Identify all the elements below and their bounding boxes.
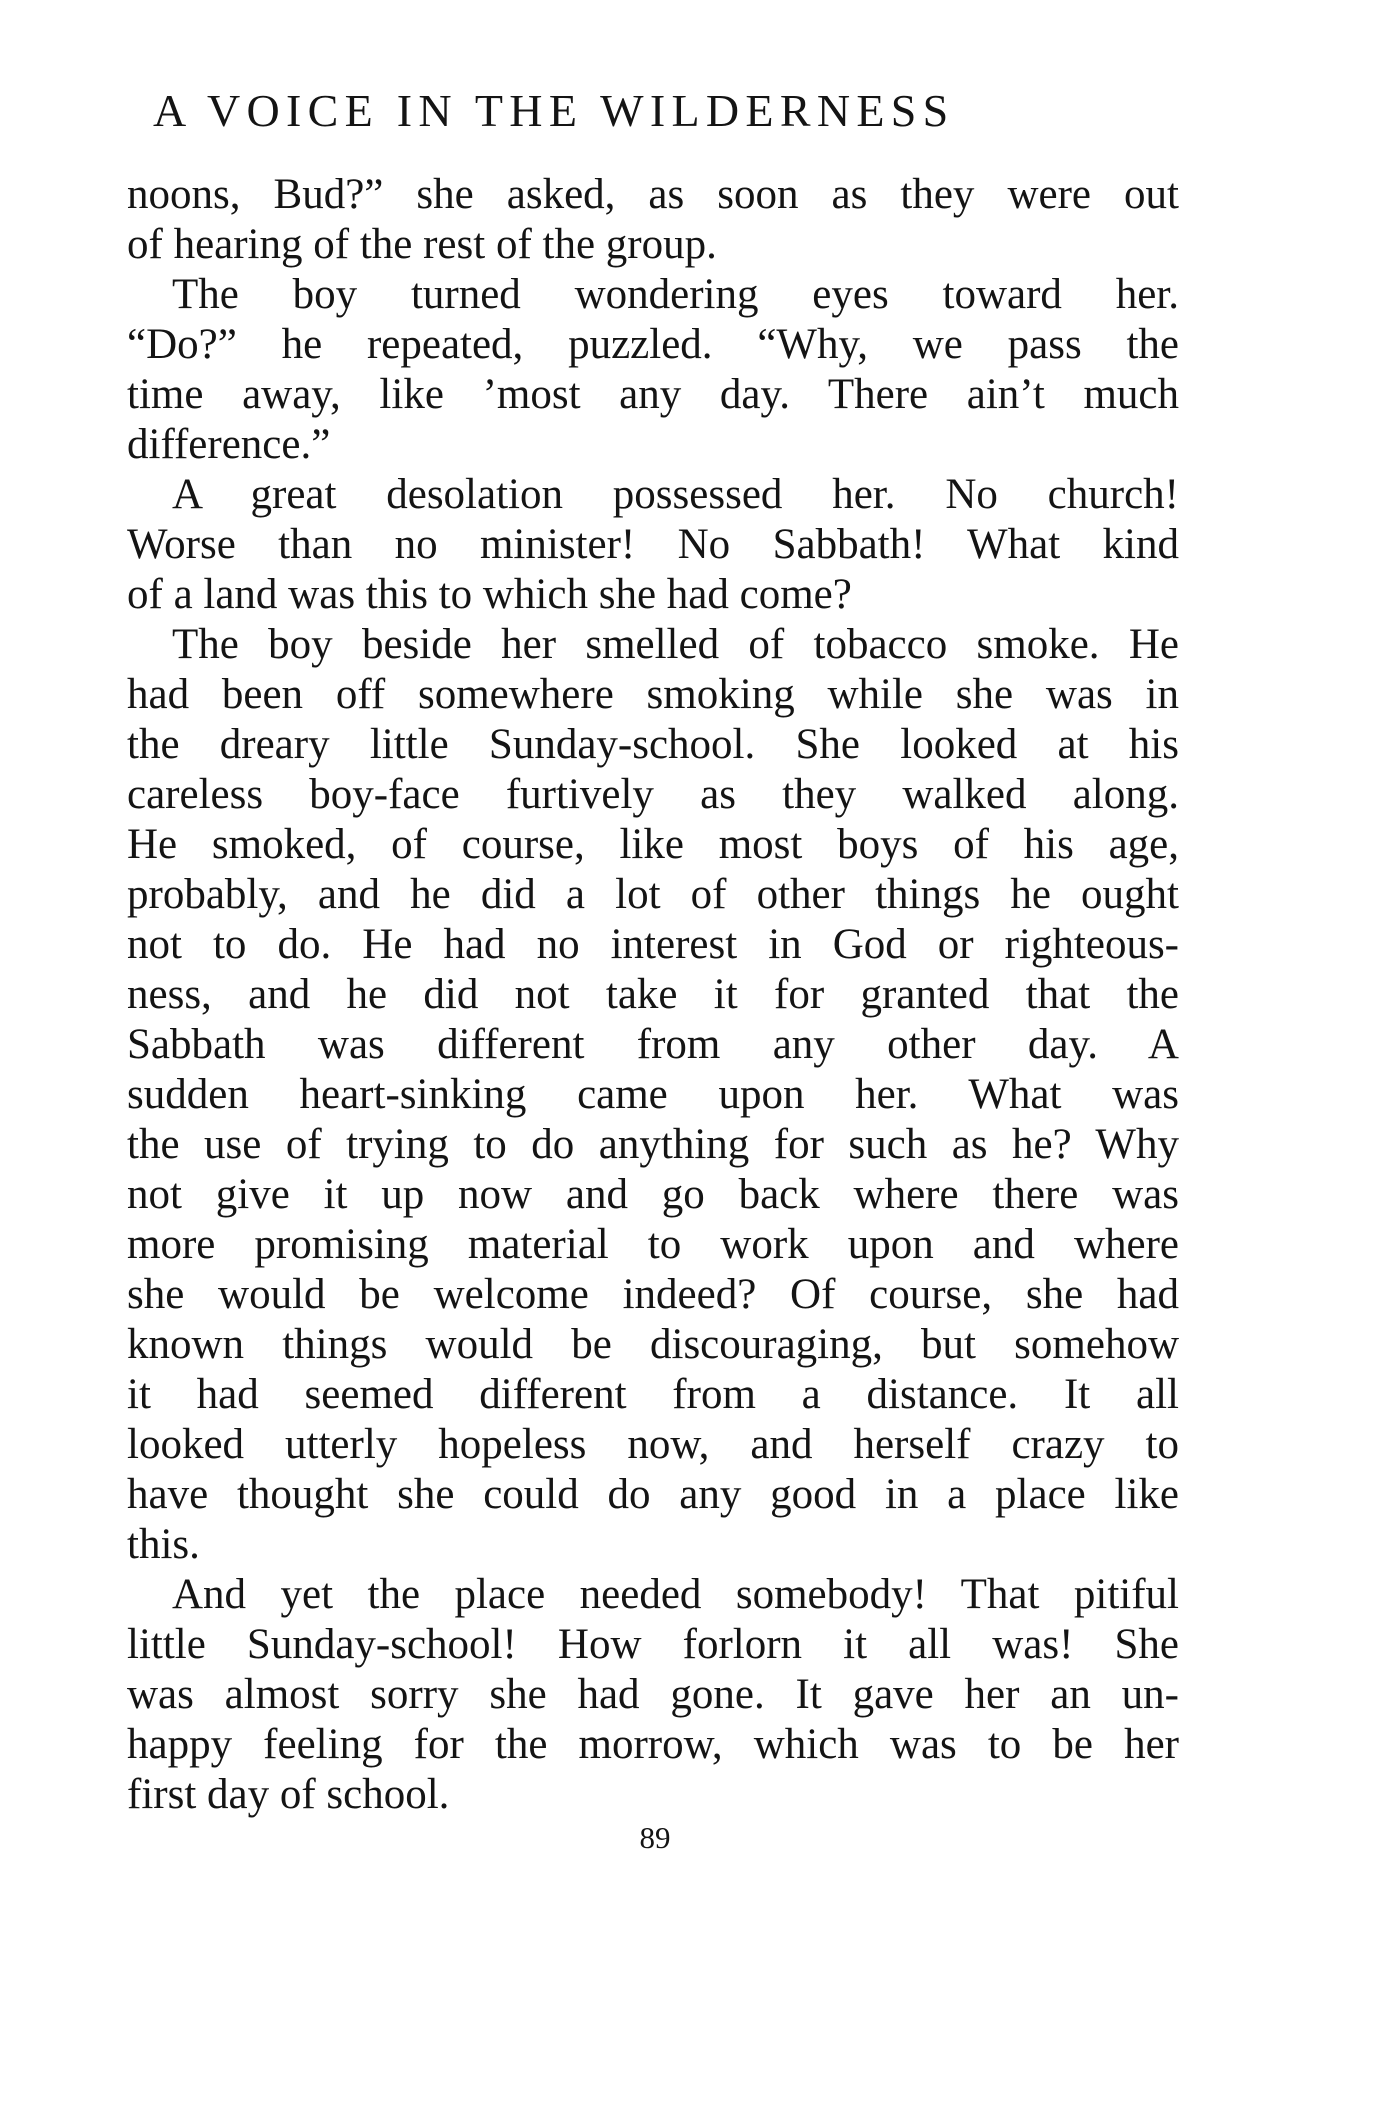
text-line: not to do. He had no interest in God or righteous- bbox=[127, 921, 1179, 968]
page-number: 89 bbox=[639, 1820, 671, 1855]
text-line: she would be welcome indeed? Of course, she had bbox=[127, 1271, 1179, 1318]
text-line: He smoked, of course, like most boys of his age, bbox=[127, 821, 1179, 868]
text-line: not give it up now and go back where there was bbox=[127, 1171, 1179, 1218]
text-line: more promising material to work upon and where bbox=[127, 1221, 1179, 1268]
text-line: looked utterly hopeless now, and herself crazy to bbox=[127, 1421, 1179, 1468]
body-text bbox=[127, 170, 1179, 1820]
text-line: time away, like ’most any day. There ain’t much bbox=[127, 371, 1179, 418]
text-line: And yet the place needed somebody! That pitiful bbox=[172, 1571, 1179, 1618]
text-line: Sabbath was different from any other day. A bbox=[127, 1021, 1179, 1068]
text-line: The boy turned wondering eyes toward her. bbox=[172, 271, 1179, 318]
text-line: known things would be discouraging, but somehow bbox=[127, 1321, 1179, 1368]
text-line: this. bbox=[127, 1521, 200, 1568]
text-line: probably, and he did a lot of other things he ought bbox=[127, 871, 1179, 918]
text-line: was almost sorry she had gone. It gave her an un- bbox=[127, 1671, 1179, 1718]
text-line: noons, Bud?” she asked, as soon as they were out bbox=[127, 171, 1179, 218]
text-line: happy feeling for the morrow, which was to be her bbox=[127, 1721, 1179, 1768]
text-line: The boy beside her smelled of tobacco smoke. He bbox=[172, 621, 1179, 668]
text-line: have thought she could do any good in a place like bbox=[127, 1471, 1179, 1518]
text-line: had been off somewhere smoking while she was in bbox=[127, 671, 1179, 718]
text-line: of hearing of the rest of the group. bbox=[127, 221, 717, 268]
running-head: A VOICE IN THE WILDERNESS bbox=[153, 85, 955, 136]
text-line: A great desolation possessed her. No church! bbox=[172, 471, 1179, 518]
text-line: careless boy-face furtively as they walked along. bbox=[127, 771, 1179, 818]
text-line: little Sunday-school! How forlorn it all was! She bbox=[127, 1621, 1179, 1668]
text-line: the use of trying to do anything for such as he? Why bbox=[127, 1121, 1179, 1168]
text-line: it had seemed different from a distance. It all bbox=[127, 1371, 1179, 1418]
text-line: sudden heart-sinking came upon her. What was bbox=[127, 1071, 1179, 1118]
text-line: difference.” bbox=[127, 421, 331, 468]
text-line: “Do?” he repeated, puzzled. “Why, we pass the bbox=[127, 321, 1179, 368]
text-line: of a land was this to which she had come? bbox=[127, 571, 852, 618]
text-line: first day of school. bbox=[127, 1771, 450, 1818]
text-line: ness, and he did not take it for granted that the bbox=[127, 971, 1179, 1018]
text-line: Worse than no minister! No Sabbath! What kind bbox=[127, 521, 1179, 568]
text-line: the dreary little Sunday-school. She looked at his bbox=[127, 721, 1179, 768]
